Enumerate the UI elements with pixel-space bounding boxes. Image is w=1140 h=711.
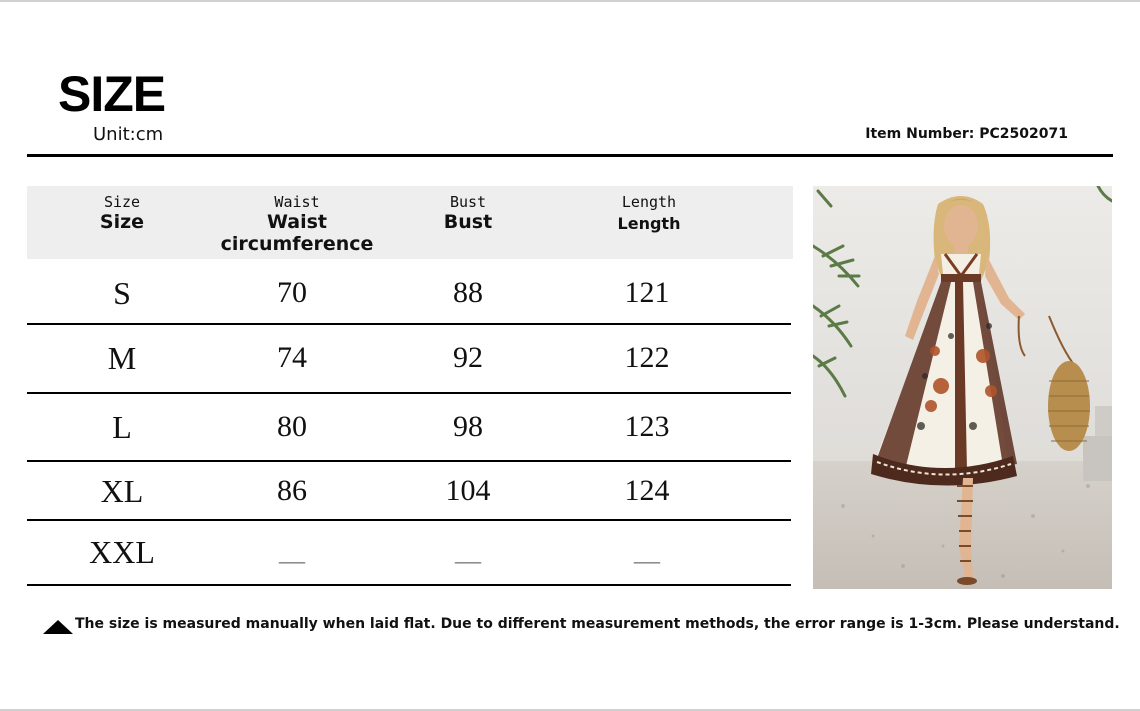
cell-size: L xyxy=(112,408,132,445)
cell-size: XXL xyxy=(89,533,155,570)
cell-waist: 80 xyxy=(277,410,307,443)
cell-size: S xyxy=(113,274,131,311)
header-waist xyxy=(217,186,377,255)
size-table xyxy=(27,186,793,588)
cell-size: M xyxy=(107,339,137,376)
page-title: SIZE xyxy=(58,66,166,122)
header-size xyxy=(67,186,177,233)
row-divider xyxy=(27,323,791,325)
table-header xyxy=(27,186,793,259)
frame-top-border xyxy=(0,0,1140,2)
row-divider xyxy=(27,392,791,394)
row-divider xyxy=(27,584,791,586)
row-divider xyxy=(27,460,791,462)
header-waist-small: Waist xyxy=(274,193,320,211)
cell-waist: 74 xyxy=(277,341,307,374)
table-row xyxy=(27,326,793,390)
unit-label: Unit:cm xyxy=(93,124,164,145)
cell-size: XL xyxy=(100,472,144,509)
header-waist-large: Waist circumference xyxy=(220,211,374,255)
table-row xyxy=(27,262,793,324)
cell-length: 123 xyxy=(624,410,670,443)
header-length-large: Length xyxy=(617,214,681,233)
cell-bust: 98 xyxy=(453,410,483,443)
cell-bust: 92 xyxy=(453,341,483,374)
row-divider xyxy=(27,519,791,521)
header-bust-large: Bust xyxy=(443,211,493,233)
header-length xyxy=(589,186,709,235)
note-text: The size is measured manually when laid flat. Due to different measurement methods, the error range is 1-3cm. Please understand. xyxy=(75,616,1120,632)
item-number: Item Number: PC2502071 xyxy=(865,126,1068,142)
header-length-small: Length xyxy=(621,193,677,211)
table-row xyxy=(27,395,793,459)
cell-waist: 86 xyxy=(277,474,307,507)
cell-length: 121 xyxy=(624,276,670,309)
cell-length: 124 xyxy=(624,474,670,507)
table-row xyxy=(27,463,793,519)
product-photo xyxy=(813,186,1112,589)
header-divider xyxy=(27,154,1113,157)
cell-length: 122 xyxy=(624,341,670,374)
cell-waist: __ xyxy=(279,537,305,566)
header-size-large: Size xyxy=(99,211,145,233)
triangle-up-icon xyxy=(43,620,73,634)
header-bust-small: Bust xyxy=(449,193,487,211)
cell-length: __ xyxy=(634,537,660,566)
cell-bust: 88 xyxy=(453,276,483,309)
cell-waist: 70 xyxy=(277,276,307,309)
header-size-small: Size xyxy=(103,193,141,211)
measurement-note xyxy=(43,614,1120,634)
cell-bust: 104 xyxy=(445,474,491,507)
cell-bust: __ xyxy=(455,537,481,566)
table-row xyxy=(27,522,793,582)
header-bust xyxy=(413,186,523,233)
